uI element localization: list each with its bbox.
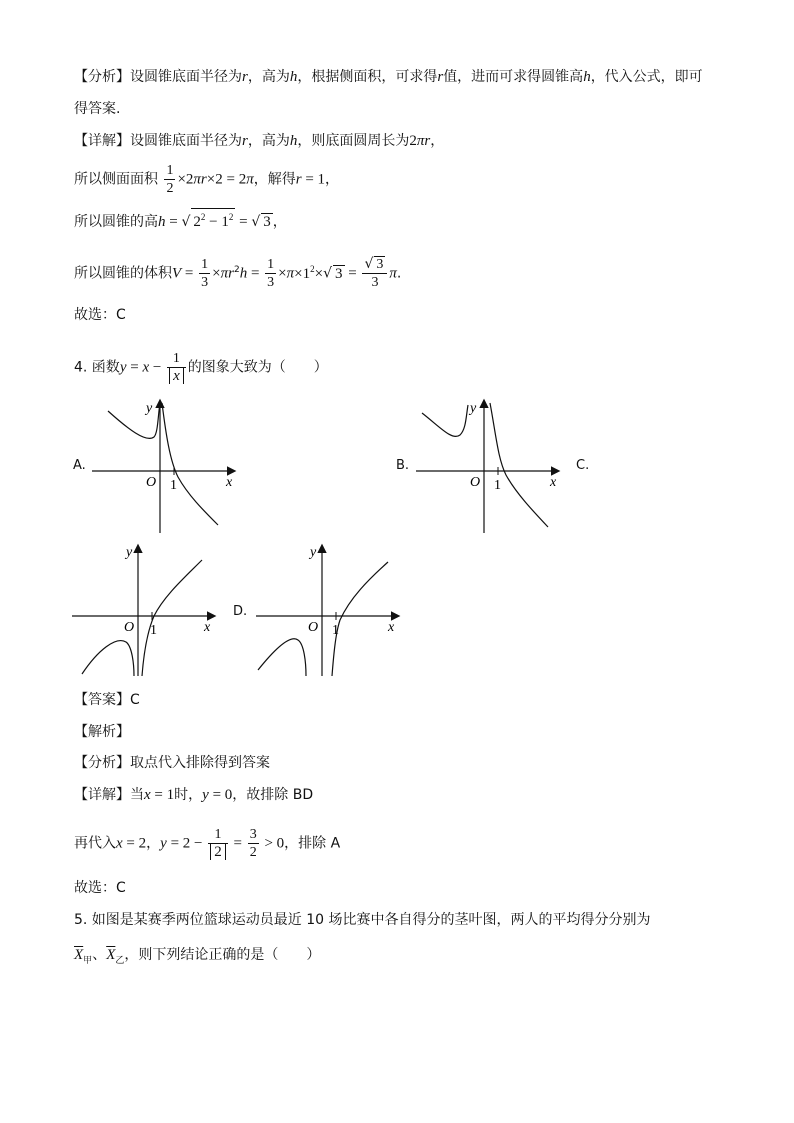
fraction-half: $\frac{1}{2}$: [166, 163, 174, 196]
graph-a: [88, 395, 248, 540]
graph-a-x-label: x: [226, 475, 233, 490]
cone-volume-line: 所以圆锥的体积V = $\frac{1}{3}$ $\times\pi r^2h$ = $\frac{1}{3}$ $\times\pi\times 1^2\times√$ 3 = $\frac{√ 3}{3}$ π.: [74, 256, 402, 290]
cone-height-line: 所以圆锥的高h = √ $2^2 - 1^2$ = √ 3 ，: [74, 208, 287, 232]
graph-b-x-label: x: [550, 475, 557, 490]
graph-d-x-label: x: [388, 620, 395, 635]
option-b-label: B.: [396, 458, 410, 473]
question-4: 4. 函数y = x − $\frac{1}{x}$ 的图象大致为（ ）: [74, 351, 328, 384]
option-c-label: C.: [576, 458, 590, 473]
answer-line-4: 故选：C: [74, 880, 126, 896]
graph-d-tick-1: 1: [332, 623, 339, 638]
graph-c-x-label: x: [204, 620, 211, 635]
detail-4: 【详解】当x = 1时，y = 0，故排除 BD: [74, 787, 314, 803]
recheck-4: 再代入x = 2，y = 2 − $\frac{1}{2}$ = $\frac{3}{2}$ > 0，排除 A: [74, 827, 341, 860]
graph-c-y-label: y: [126, 545, 133, 560]
question-5-line-2: $\overline{X}_甲$、$\overline{X}_乙$，则下列结论正确的是（ ）: [74, 947, 321, 966]
analysis-line-2: 得答案.: [74, 101, 121, 117]
graph-c-origin: O: [124, 620, 135, 635]
detail-line-1: 【详解】设圆锥底面半径为r，高为h，则底面圆周长为2πr，: [74, 133, 445, 149]
graph-a-y-label: y: [146, 401, 153, 416]
graph-d-y-label: y: [310, 545, 317, 560]
graph-d: [252, 540, 412, 680]
option-a-label: A.: [73, 458, 86, 473]
question-5-line-1: 5. 如图是某赛季两位篮球运动员最近 10 场比赛中各自得分的茎叶图，两人的平均得分分别为: [74, 912, 651, 928]
lateral-area-line: 所以侧面面积 $\frac{1}{2}$ ×2πr×2 = 2π，解得r = 1，: [74, 163, 340, 196]
graph-a-tick-1: 1: [170, 478, 177, 493]
graph-c-tick-1: 1: [150, 623, 157, 638]
graph-c: [68, 540, 228, 680]
graph-b: [412, 395, 572, 540]
answer-4: 【答案】C: [74, 692, 140, 708]
graph-b-origin: O: [470, 475, 481, 490]
graph-d-origin: O: [308, 620, 319, 635]
option-d-label: D.: [233, 604, 248, 619]
analysis-line-1: 【分析】设圆锥底面半径为r，高为h，根据侧面积，可求得r值，进而可求得圆锥高h，代入公式，即可: [74, 69, 703, 85]
graph-a-origin: O: [146, 475, 157, 490]
graph-b-tick-1: 1: [494, 478, 501, 493]
answer-line-3: 故选：C: [74, 307, 126, 323]
graph-b-y-label: y: [470, 401, 477, 416]
analysis-4: 【分析】取点代入排除得到答案: [74, 755, 270, 771]
jiexi-4: 【解析】: [74, 724, 130, 740]
